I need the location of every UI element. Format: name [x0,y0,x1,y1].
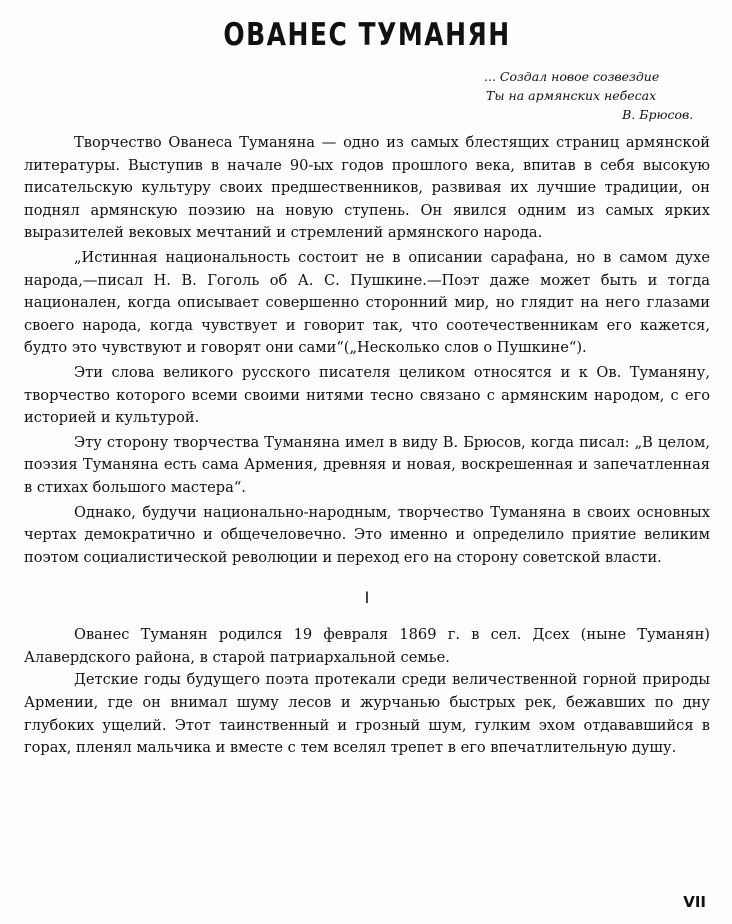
epigraph [484,67,694,124]
paragraph: „Истинная национальность состоит не в описании сарафана, но в самом духе народа,—писал Н. В. Гоголь об А. С. Пушкине.—Поэт даже может быть и тогда национален, когда описывает совершенно сторонний мир, но глядит на него глазами своего народа, когда чувствует и говорит так, что соотечественникам его кажется, будто это чувствуют и говорят они сами“(„Несколько слов о Пушкине“). [24,248,710,357]
paragraph: Эти слова великого русского писателя целиком относятся и к Ов. Туманяну, творчество которого всеми своими нитями тесно связано с армянским народом, с его историей и культурой. [24,363,710,427]
epigraph-line: Ты на армянских небесах [486,88,657,103]
paragraph: Ованес Туманян родился 19 февраля 1869 г. в сел. Дсех (ныне Туманян) Алавердского района, в старой патриархальной семье. [24,626,710,666]
page-title: ОВАНЕС ТУМАНЯН [223,16,511,53]
page-number: VII [683,893,706,911]
paragraph: Эту сторону творчества Туманяна имел в виду В. Брюсов, когда писал: „В целом, поэзия Туманяна есть сама Армения, древняя и новая, воскрешенная и запечатленная в стихах большого мастера“. [24,433,710,496]
epigraph-author: В. Брюсов. [622,107,694,122]
article-body [24,132,710,760]
paragraph: Детские годы будущего поэта протекали среди величественной горной природы Армении, где он внимал шуму лесов и журчанью быстрых рек, бежавших по дну глубоких ущелий. Этот таинственный и грозный шум, гулким эхом отдававшийся в горах, пленял мальчика и вместе с тем вселял трепет в его впечатлительную душу. [24,671,710,757]
paragraph: Однако, будучи национально-народным, творчество Туманяна в своих основных чертах демократично и общечеловечно. Это именно и определило приятие великим поэтом социалистической революции и переход его на сторону советской власти. [24,503,710,566]
epigraph-line: ... Создал новое созвездие [484,69,660,84]
paragraph: Творчество Ованеса Туманяна — одно из самых блестящих страниц армянской литературы. Выступив в начале 90-ых годов прошлого века, впитав в себя высокую писательскую культуру своих предшественников, развивая их лучшие традиции, он поднял армянскую поэзию на новую ступень. Он явился одним из самых ярких выразителей вековых мечтаний и стремлений армянского народа. [24,134,710,242]
section-heading: I [364,588,370,608]
